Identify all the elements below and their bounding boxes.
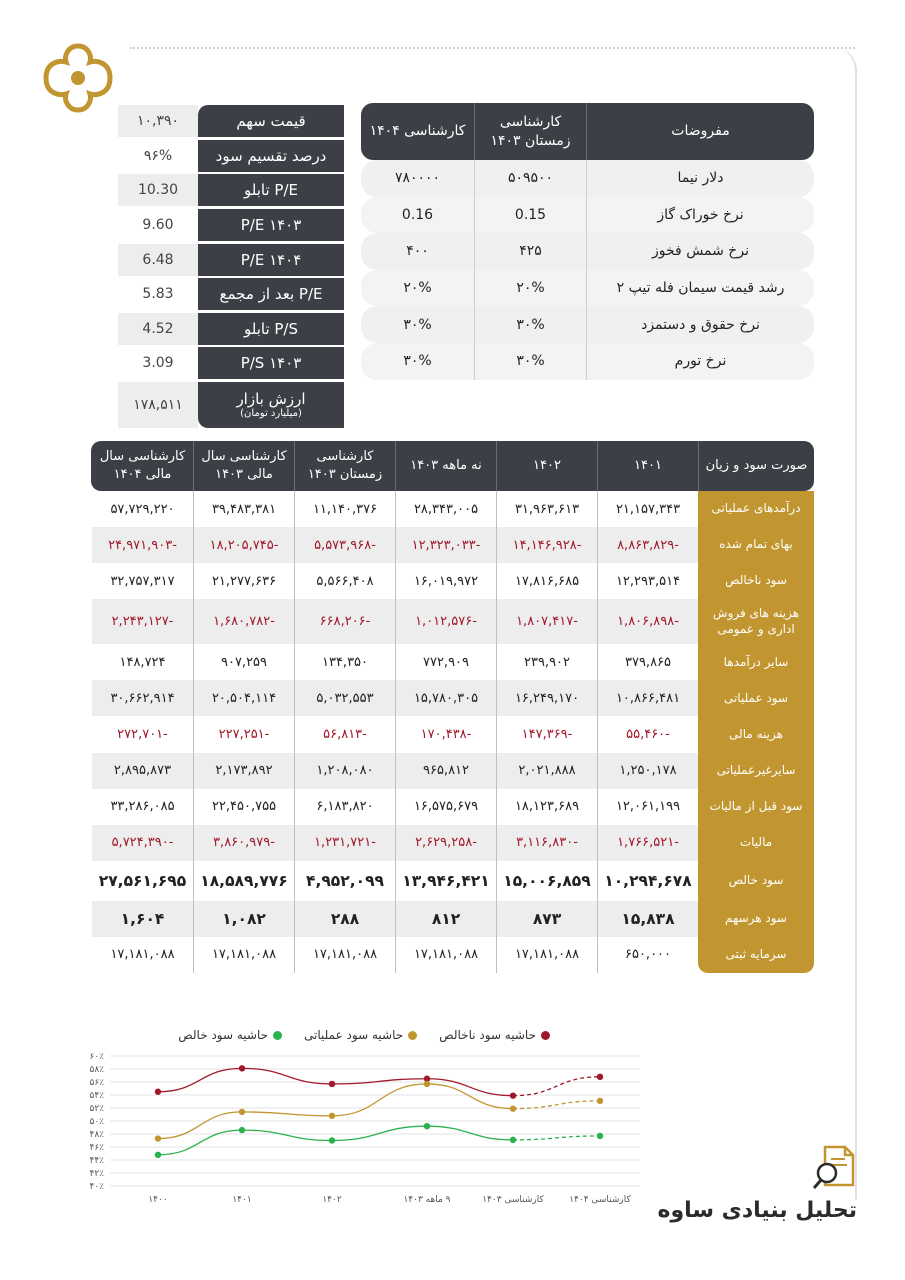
price-row [118,208,344,243]
income-cell: ۱۰,۸۶۶,۴۸۱ [597,680,698,716]
income-cell: ۴,۹۵۲,۰۹۹ [294,861,395,901]
income-cell: -۱,۰۱۲,۵۷۶ [395,599,496,644]
data-point [239,1065,245,1071]
data-point [510,1137,516,1143]
income-row [91,861,814,901]
income-cell: ۱۳,۹۴۶,۴۲۱ [395,861,496,901]
x-tick-label: ۱۴۰۲ [322,1195,342,1205]
income-header [91,441,814,491]
price-label: قیمت سهم [198,105,344,137]
y-tick-label: ۵۰٪ [89,1117,104,1127]
income-cell: ۱۲,۲۹۳,۵۱۴ [597,563,698,599]
income-row [91,644,814,680]
price-table [118,104,344,429]
income-cell: ۱,۲۵۰,۱۷۸ [597,753,698,789]
income-cell: -۱,۶۸۰,۷۸۲ [193,599,294,644]
income-cell: -۶۶۸,۲۰۶ [294,599,395,644]
market-cap-title: ارزش بازار [236,390,306,409]
income-cell: -۵۶,۸۱۳ [294,716,395,752]
data-point [239,1109,245,1115]
market-cap-label [198,382,344,428]
data-point [597,1098,603,1104]
income-cell: ۸۱۲ [395,901,496,937]
price-label: P/E تابلو [198,174,344,206]
margin-line-chart [80,1020,660,1210]
data-point [155,1152,161,1158]
income-row [91,937,814,973]
income-row [91,753,814,789]
assumption-value: ۲۰% [403,280,432,297]
income-cell: -۲۷۲,۷۰۱ [117,727,168,743]
income-cell: ۵,۰۳۲,۵۵۳ [294,680,395,716]
income-row-label: سایر درآمدها [698,644,814,680]
income-row-label: سود هرسهم [698,901,814,937]
income-row [91,716,814,752]
data-point [329,1081,335,1087]
assumption-value: ۴۰۰ [406,243,429,260]
income-cell: ۳۹,۴۸۳,۳۸۱ [193,491,294,527]
income-row [91,563,814,599]
income-header-cell: کارشناسی زمستان ۱۴۰۳ [294,441,395,491]
assumption-value: ۴۲۵ [474,233,586,270]
y-tick-label: ۵۸٪ [89,1065,104,1075]
clover-logo-icon [40,40,116,116]
legend-label: حاشیه سود خالص [178,1028,269,1042]
y-tick-label: ۴۸٪ [89,1130,104,1140]
income-cell: ۲۱,۲۷۷,۶۳۶ [193,563,294,599]
income-cell: ۱۷,۸۱۶,۶۸۵ [496,563,597,599]
income-cell: ۳۷۹,۸۶۵ [597,644,698,680]
income-cell: ۲۲,۴۵۰,۷۵۵ [193,789,294,825]
income-cell: ۱۷,۱۸۱,۰۸۸ [294,937,395,973]
assumptions-row [361,343,814,380]
y-tick-label: ۵۶٪ [89,1078,104,1088]
price-value: ۹۶% [143,147,173,164]
income-cell: ۲۳۹,۹۰۲ [496,644,597,680]
assumption-value: ۳۰% [474,343,586,380]
income-header-cell: ۱۴۰۱ [597,441,698,491]
data-point [424,1081,430,1087]
price-label: P/S ۱۴۰۳ [198,347,344,379]
assumptions-row [361,306,814,343]
brand-title: تحلیل بنیادی ساوه [657,1198,857,1223]
price-value: 9.60 [142,217,174,234]
income-cell: -۵۵,۴۶۰ [597,716,698,752]
price-label: درصد تقسیم سود [198,140,344,172]
income-row [91,599,814,644]
y-tick-label: ۴۰٪ [89,1182,104,1192]
assumption-value: ۳۰% [403,353,432,370]
price-row [118,104,344,139]
income-cell: ۱۵,۷۸۰,۳۰۵ [395,680,496,716]
income-cell: ۱۳۴,۳۵۰ [294,644,395,680]
y-tick-label: ۵۲٪ [89,1104,104,1114]
income-cell: ۲,۸۹۵,۸۷۳ [92,753,193,789]
data-point [597,1133,603,1139]
assumptions-row [361,270,814,307]
income-cell: ۹۶۵,۸۱۲ [395,753,496,789]
income-cell: ۲۱,۱۵۷,۳۴۳ [597,491,698,527]
data-point [155,1135,161,1141]
income-row-label: درآمدهای عملیاتی [698,491,814,527]
income-cell: -۲۴,۹۷۱,۹۰۳ [92,527,193,563]
income-header-cell: نه ماهه ۱۴۰۳ [395,441,496,491]
income-row [91,680,814,716]
assumption-label: دلار نیما [586,160,814,197]
assumptions-body [361,160,814,380]
income-statement-table [91,441,814,973]
income-cell: -۱۴,۱۴۶,۹۲۸ [496,527,597,563]
income-cell: ۵,۵۶۶,۴۰۸ [294,563,395,599]
price-label: P/E بعد از مجمع [198,278,344,310]
income-row-label: هزینه های فروش اداری و عمومی [698,599,814,644]
price-row [118,277,344,312]
price-value: 6.48 [118,244,198,276]
income-cell: ۱۷,۱۸۱,۰۸۸ [395,937,496,973]
income-row-label: بهای تمام شده [698,527,814,563]
income-cell: ۱۴۸,۷۲۴ [119,654,166,670]
income-row-label: سود خالص [698,861,814,901]
document-search-icon [811,1143,857,1191]
income-cell: ۲۸۸ [294,901,395,937]
market-cap-row [118,381,344,429]
income-cell: -۵,۵۷۳,۹۶۸ [294,527,395,563]
price-value: 4.52 [118,313,198,345]
assumption-value: 0.16 [401,206,434,223]
data-point [510,1092,516,1098]
income-cell: ۱۷,۱۸۱,۰۸۸ [110,947,175,963]
income-header-cell: کارشناسی سال مالی ۱۴۰۳ [193,441,294,491]
legend-label: حاشیه سود عملیاتی [304,1028,404,1042]
income-cell: ۵۷,۷۲۹,۲۲۰ [110,501,175,517]
y-tick-label: ۶۰٪ [89,1052,104,1062]
income-cell: ۱۵,۰۰۶,۸۵۹ [496,861,597,901]
assumption-label: رشد قیمت سیمان فله تیپ ۲ [586,270,814,307]
x-tick-label: ۱۴۰۰ [148,1195,168,1205]
income-row-label: هزینه مالی [698,716,814,752]
income-cell: ۱۸,۵۸۹,۷۷۶ [193,861,294,901]
assumption-value: ۳۰% [403,316,432,333]
income-body [91,491,814,973]
income-cell: -۲۲۷,۲۵۱ [193,716,294,752]
income-row-label: سود عملیاتی [698,680,814,716]
assumption-value: ۳۰% [474,306,586,343]
income-row-label: سرمایه ثبتی [698,937,814,973]
price-value: 3.09 [142,355,174,372]
income-cell: -۲,۶۲۹,۲۵۸ [395,825,496,861]
income-cell: ۶,۱۸۳,۸۲۰ [294,789,395,825]
series-line-forecast [513,1101,600,1109]
income-cell: -۱,۸۰۶,۸۹۸ [597,599,698,644]
x-tick-label: ۱۴۰۱ [232,1195,252,1205]
income-cell: ۱۱,۱۴۰,۳۷۶ [294,491,395,527]
income-cell: ۲,۱۷۳,۸۹۲ [193,753,294,789]
income-cell: ۱۶,۵۷۵,۶۷۹ [395,789,496,825]
income-cell: -۳,۸۶۰,۹۷۹ [193,825,294,861]
income-cell: ۱۷,۱۸۱,۰۸۸ [193,937,294,973]
income-cell: ۳۱,۹۶۳,۶۱۳ [496,491,597,527]
legend-label: حاشیه سود ناخالص [439,1028,536,1042]
y-tick-label: ۴۲٪ [89,1169,104,1179]
income-cell: ۱۶,۰۱۹,۹۷۲ [395,563,496,599]
income-row [91,825,814,861]
income-cell: ۱,۰۸۲ [193,901,294,937]
market-cap-value: ۱۷۸,۵۱۱ [118,382,198,428]
assumptions-row [361,160,814,197]
income-cell: ۳۲,۷۵۷,۳۱۷ [110,573,175,589]
price-row [118,346,344,381]
income-cell: -۱,۷۶۶,۵۲۱ [597,825,698,861]
price-value: 5.83 [142,286,174,303]
income-cell: -۵,۷۲۴,۳۹۰ [92,825,193,861]
data-point [510,1105,516,1111]
y-tick-label: ۴۴٪ [89,1156,104,1166]
y-tick-label: ۵۴٪ [89,1091,104,1101]
assumption-value: ۵۰۹۵۰۰ [474,160,586,197]
data-point [329,1137,335,1143]
income-cell: -۱,۲۳۱,۷۲۱ [294,825,395,861]
x-tick-label: ۹ ماهه ۱۴۰۳ [403,1195,451,1205]
income-row [91,491,814,527]
income-cell: ۲۷,۵۶۱,۶۹۵ [98,871,187,890]
income-cell: -۲,۲۴۳,۱۲۷ [92,599,193,644]
income-cell: ۷۷۲,۹۰۹ [395,644,496,680]
income-cell: ۱۸,۱۲۳,۶۸۹ [496,789,597,825]
income-cell: ۱۷,۱۸۱,۰۸۸ [496,937,597,973]
income-cell: -۳,۱۱۶,۸۳۰ [496,825,597,861]
frame-top-divider [130,47,855,49]
y-tick-label: ۴۶٪ [89,1143,104,1153]
income-cell: ۶۵۰,۰۰۰ [597,937,698,973]
income-cell: -۸,۸۶۳,۸۲۹ [597,527,698,563]
income-row [91,527,814,563]
price-row [118,173,344,208]
data-point [155,1089,161,1095]
income-cell: -۱۷۰,۴۳۸ [395,716,496,752]
price-label: P/S تابلو [198,313,344,345]
income-row-label: سایرغیرعملیاتی [698,753,814,789]
income-cell: -۱۲,۳۲۳,۰۳۳ [395,527,496,563]
assumption-value: ۲۰% [474,270,586,307]
income-cell: ۱۵,۸۳۸ [597,901,698,937]
assumption-value: ۷۸۰۰۰۰ [394,170,441,187]
income-header-cell: صورت سود و زیان [698,441,814,491]
price-value: ۱۰,۳۹۰ [118,105,198,137]
price-row [118,139,344,174]
income-cell: ۳۳,۲۸۶,۰۸۵ [110,799,175,815]
income-cell: ۲۸,۳۴۳,۰۰۵ [395,491,496,527]
series-line-forecast [513,1077,600,1096]
data-point [239,1127,245,1133]
data-point [329,1113,335,1119]
income-cell: ۱۲,۰۶۱,۱۹۹ [597,789,698,825]
x-tick-label: کارشناسی ۱۴۰۳ [482,1195,544,1205]
series-line-forecast [513,1136,600,1140]
income-cell: ۱,۶۰۴ [92,901,193,937]
assumptions-header-cell: کارشناسی ۱۴۰۴ [369,123,466,140]
price-label: P/E ۱۴۰۴ [198,244,344,276]
assumption-label: نرخ شمش فخوز [586,233,814,270]
income-cell: ۱۶,۲۴۹,۱۷۰ [496,680,597,716]
assumptions-header-cell: کارشناسی زمستان ۱۴۰۳ [474,103,586,160]
income-row-label: سود ناخالص [698,563,814,599]
series-line [158,1126,513,1155]
market-cap-unit: (میلیارد تومان) [240,408,302,420]
income-row-label: مالیات [698,825,814,861]
assumption-label: نرخ خوراک گاز [586,197,814,234]
income-row [91,789,814,825]
assumptions-header-cell: مفروضات [586,103,814,160]
income-cell: ۸۷۳ [496,901,597,937]
income-cell: ۳۰,۶۶۲,۹۱۴ [92,680,193,716]
income-cell: -۱۸,۲۰۵,۷۴۵ [193,527,294,563]
income-cell: ۲۰,۵۰۴,۱۱۴ [193,680,294,716]
income-header-cell: کارشناسی سال مالی ۱۴۰۴ [99,449,186,482]
price-row [118,242,344,277]
assumptions-row [361,197,814,234]
income-header-cell: ۱۴۰۲ [496,441,597,491]
price-value: 10.30 [118,174,198,206]
x-tick-label: کارشناسی ۱۴۰۴ [569,1195,631,1205]
assumptions-header [361,103,814,160]
data-point [597,1074,603,1080]
assumption-value: 0.15 [474,197,586,234]
income-cell: ۱,۲۰۸,۰۸۰ [294,753,395,789]
income-cell: ۲,۰۲۱,۸۸۸ [496,753,597,789]
income-row-label: سود قبل از مالیات [698,789,814,825]
data-point [424,1123,430,1129]
income-cell: ۹۰۷,۲۵۹ [193,644,294,680]
income-cell: -۱۴۷,۳۶۹ [496,716,597,752]
assumptions-row [361,233,814,270]
income-row [91,901,814,937]
price-label: P/E ۱۴۰۳ [198,209,344,241]
assumption-label: نرخ تورم [586,343,814,380]
income-cell: -۱,۸۰۷,۴۱۷ [496,599,597,644]
assumptions-table [361,103,814,380]
price-row [118,312,344,347]
income-cell: ۱۰,۲۹۴,۶۷۸ [597,861,698,901]
assumption-label: نرخ حقوق و دستمزد [586,306,814,343]
frame-right-border [833,47,857,1200]
